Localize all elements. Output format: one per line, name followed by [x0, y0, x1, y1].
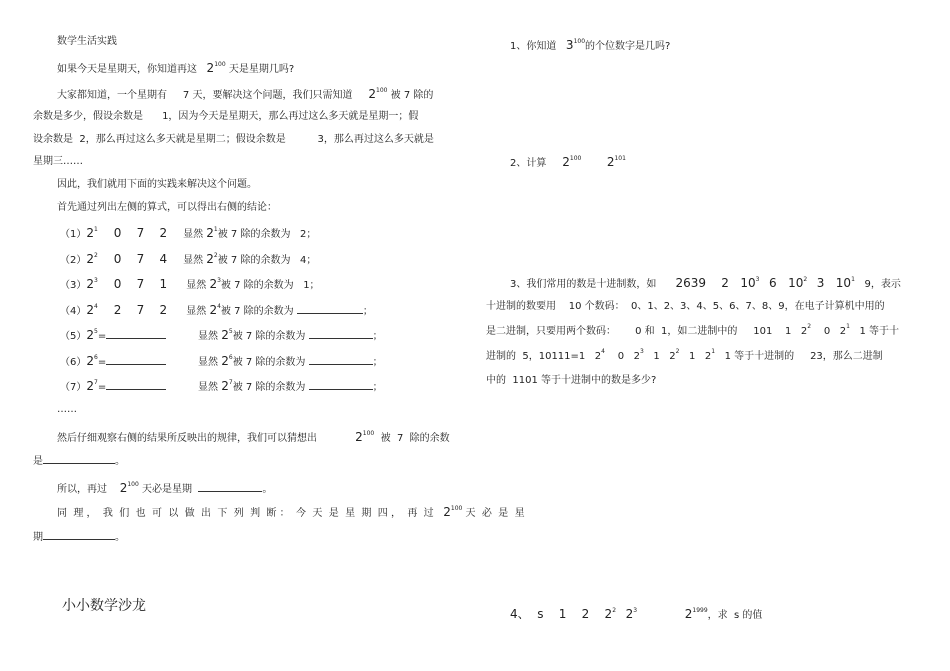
- question-3-line3: 是二进制，只要用两个数码： 0 和 1，如二进制中的 101 1 $2^2$ 0 $2^1$ 1 等于十: [486, 323, 900, 337]
- para1-line4: 星期三……: [33, 156, 83, 167]
- ellipsis: ……: [57, 404, 77, 415]
- question-3-line1: 3、我们常用的数是十进制数，如 2639 2 $10^3$ 6 $10^2$ 3 $10^1$ 9，表示: [510, 276, 901, 290]
- para2: 因此，我们就用下面的实践来解决这个问题。: [57, 179, 257, 190]
- calc-row-6: $(6)2^6=$ 显然 $2^6$被 7 除的余数为 ；: [60, 354, 383, 368]
- calc-row-5: $(5)2^5=$ 显然 $2^5$被 7 除的余数为 ；: [60, 328, 383, 342]
- question-3-line2: 十进制的数要用 10 个数码： 0、1、2、3、4、5、6、7、8、9，在电子计算机中用的: [486, 301, 885, 312]
- salon-title: 小小数学沙龙: [62, 598, 146, 614]
- para4-line1: 然后仔细观察右侧的结果所反映出的规律，我们可以猜想出 $2^{100}$ 被 7 除的余数: [57, 430, 450, 444]
- question-4: 4、 s 1 2 $2^2$ $2^3$ $2^{1999}$，求 s 的值: [510, 607, 763, 621]
- calc-row-7: $(7)2^7=$ 显然 $2^7$被 7 除的余数为 ；: [60, 379, 383, 393]
- intro-line: 如果今天是星期天，你知道再这 $2^{100}$ 天是星期几吗?: [57, 61, 295, 75]
- question-2: 2、计算 $2^{100}$ $2^{101}$: [510, 155, 626, 169]
- para1-line1: 大家都知道，一个星期有 7 天，要解决这个问题，我们只需知道 $2^{100}$ 被 7 除的: [57, 87, 434, 101]
- para6-line2: 期 。: [33, 529, 125, 545]
- calc-row-1: $(1)2^1$ 0 7 2 显然 $2^1$被 7 除的余数为 2；: [60, 226, 317, 240]
- para1-line3: 设余数是 2，那么再过这么多天就是星期二；假设余数是 3，那么再过这么多天就是: [33, 134, 434, 145]
- para1-line2: 余数是多少，假设余数是 1，因为今天是星期天，那么再过这么多天就是星期一；假: [33, 111, 419, 122]
- question-1: 1、你知道 $3^{100}$的个位数字是几吗?: [510, 38, 671, 52]
- doc-heading: 数学生活实践: [57, 36, 117, 47]
- para6-line1: 同 理 ， 我 们 也 可 以 做 出 下 列 判 断 ： 今 天 是 星 期 四 ， 再 过 $2^{100}$ 天 必 是 星: [57, 505, 525, 519]
- calc-row-2: $(2)2^2$ 0 7 4 显然 $2^2$被 7 除的余数为 4；: [60, 252, 317, 266]
- question-3-line4: 进制的 5，10111=1 $2^4$ 0 $2^3$ 1 $2^2$ 1 $2^1$ 1 等于十进制的 23，那么二进制: [486, 348, 883, 362]
- para4-line2: 是 。: [33, 453, 125, 469]
- para5: 所以，再过 $2^{100}$ 天必是星期 。: [57, 481, 273, 495]
- question-3-line5: 中的 1101 等于十进制中的数是多少?: [486, 375, 657, 386]
- calc-row-3: $(3)2^3$ 0 7 1 显然 $2^3$被 7 除的余数为 1；: [60, 277, 320, 291]
- calc-row-4: $(4)2^4$ 2 7 2 显然 $2^4$被 7 除的余数为 ；: [60, 303, 373, 317]
- para3: 首先通过列出左侧的算式，可以得出右侧的结论：: [57, 202, 277, 213]
